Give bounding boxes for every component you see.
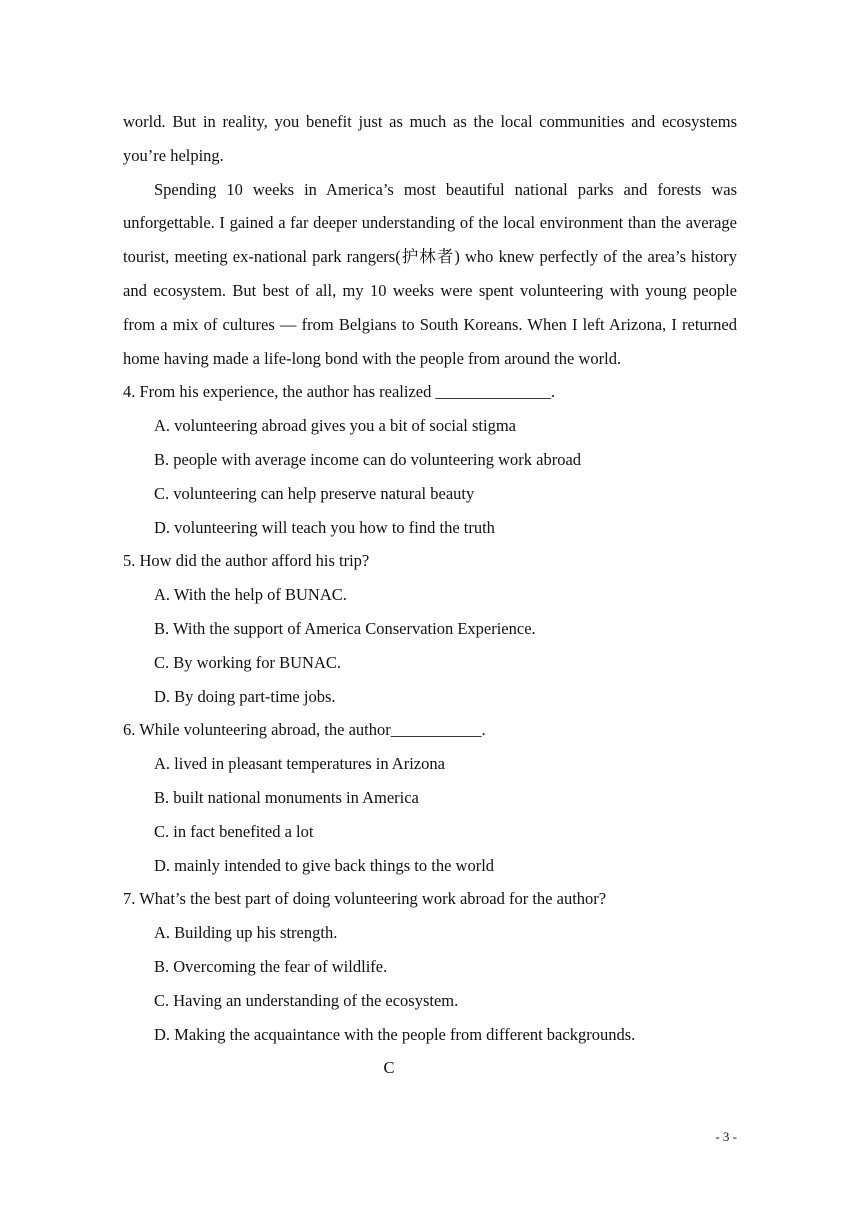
question-5 xyxy=(123,544,737,713)
option-a: A. Building up his strength. xyxy=(154,923,338,943)
option-a: A. With the help of BUNAC. xyxy=(154,585,347,605)
section-heading: C xyxy=(383,1058,395,1078)
passage-paragraph: Spending 10 weeks in America’s most beautiful national parks and forests was unforgettable. I gained a far deeper understanding of the local environment than the average tourist, meeting ex-national park rangers(护林者) who knew perfectly of the area’s history and ecosystem. But best of all, my 10 weeks were spent volunteering with young people from a mix of cultures — from Belgians to South Koreans. When I left Arizona, I returned home having made a life-long bond with the people from around the world. xyxy=(123,179,737,368)
option-d: D. mainly intended to give back things to the world xyxy=(154,855,495,875)
option-b: B. Overcoming the fear of wildlife. xyxy=(154,956,388,976)
question-stem: 4. From his experience, the author has realized ______________. xyxy=(123,382,556,402)
option-a: A. lived in pleasant temperatures in Arizona xyxy=(154,754,445,774)
page-number: - 3 - xyxy=(715,1129,737,1144)
option-d: D. volunteering will teach you how to find the truth xyxy=(154,517,495,537)
option-b: B. people with average income can do volunteering work abroad xyxy=(154,449,582,469)
question-4 xyxy=(123,375,737,544)
option-d: D. Making the acquaintance with the people from different backgrounds. xyxy=(154,1024,636,1044)
option-c: C. By working for BUNAC. xyxy=(154,652,342,672)
option-a: A. volunteering abroad gives you a bit of social stigma xyxy=(154,416,517,436)
option-c: C. volunteering can help preserve natural beauty xyxy=(154,483,475,503)
question-7 xyxy=(123,882,737,1051)
passage-continued-paragraph: world. But in reality, you benefit just as much as the local communities and ecosystems you’re helping. xyxy=(123,112,737,165)
question-stem: 7. What’s the best part of doing volunteering work abroad for the author? xyxy=(123,889,607,909)
option-c: C. Having an understanding of the ecosystem. xyxy=(154,990,459,1010)
option-c: C. in fact benefited a lot xyxy=(154,821,314,841)
question-6 xyxy=(123,713,737,882)
option-b: B. With the support of America Conservation Experience. xyxy=(154,618,536,638)
question-stem: 6. While volunteering abroad, the author___________. xyxy=(123,720,486,740)
option-d: D. By doing part-time jobs. xyxy=(154,686,336,706)
option-b: B. built national monuments in America xyxy=(154,787,419,807)
page-body xyxy=(123,105,737,1085)
question-stem: 5. How did the author afford his trip? xyxy=(123,551,370,571)
